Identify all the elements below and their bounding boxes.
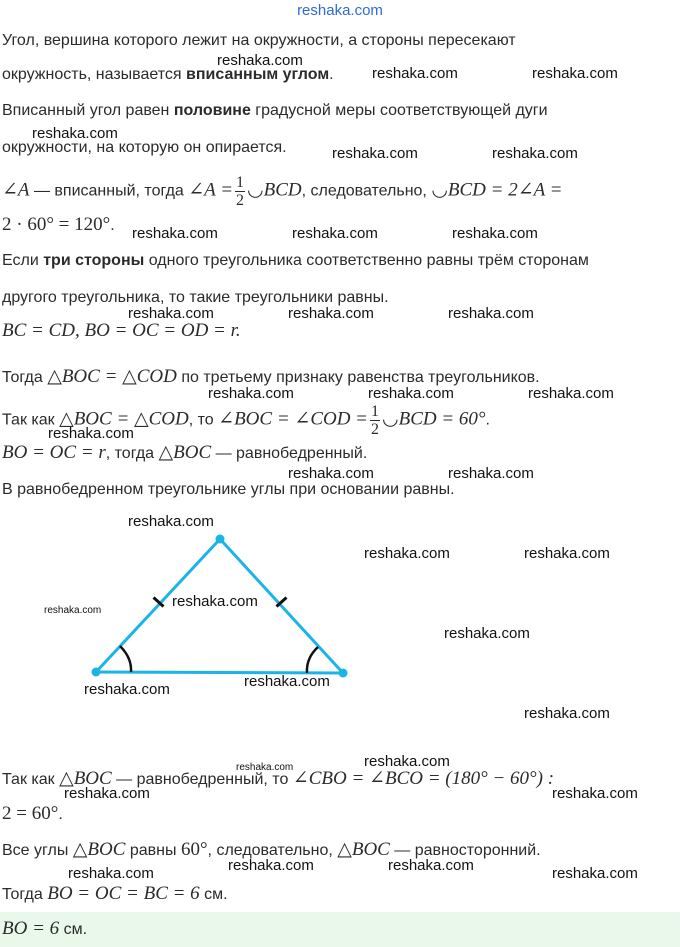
math-expr: ∠A (2, 179, 30, 201)
watermark: reshaka.com (524, 705, 610, 722)
fraction-numerator: 1 (236, 174, 245, 191)
math-expr: ∠A = (188, 179, 234, 201)
site-name[interactable]: reshaka.com (297, 2, 383, 19)
bold-term: вписанным углом (186, 66, 330, 83)
math-expr: △BOC (72, 839, 126, 860)
text-fragment: — вписанный, тогда (29, 182, 189, 200)
watermark: reshaka.com (32, 125, 118, 142)
fraction-denominator: 2 (371, 421, 380, 438)
watermark: reshaka.com (132, 225, 218, 242)
math-expr: △BOC = △COD (59, 408, 189, 430)
watermark: reshaka.com (217, 52, 303, 69)
math-expr: BO = OC = BC = 6 (47, 883, 200, 904)
watermark: reshaka.com (68, 865, 154, 882)
watermark: reshaka.com (172, 593, 258, 610)
text-fragment: , следовательно, (207, 842, 338, 859)
fraction-denominator: 2 (236, 192, 245, 209)
watermark: reshaka.com (128, 305, 214, 322)
watermark: reshaka.com (208, 385, 294, 402)
watermark: reshaka.com (372, 65, 458, 82)
watermark: reshaka.com (388, 857, 474, 874)
watermark: reshaka.com (552, 785, 638, 802)
text-fragment: — равнобедренный. (211, 445, 368, 462)
text-fragment: , следовательно, (301, 182, 432, 200)
text-fragment: окружность, называется (2, 66, 187, 83)
math-expr: 60° (180, 839, 208, 860)
watermark: reshaka.com (332, 145, 418, 162)
text-fragment: . (485, 411, 490, 429)
watermark: reshaka.com (364, 753, 450, 770)
text-fragment: Так как (2, 771, 60, 788)
text-fragment: . (58, 806, 63, 823)
text-fragment: градусной меры соответствующей дуги (250, 102, 548, 119)
text-fragment: . (110, 217, 115, 234)
math-line (2, 803, 63, 826)
triangle-vertex-right (339, 669, 348, 678)
text-fragment: см. (59, 921, 88, 938)
watermark: reshaka.com (524, 545, 610, 562)
bold-term: половине (173, 102, 251, 119)
math-expr: ◡BCD (247, 179, 302, 201)
text-fragment: — равнобедренный, то (111, 771, 293, 788)
text-fragment: одного треугольника соответственно равны трём сторонам (144, 252, 589, 269)
math-expr: 2 = 60° (2, 803, 59, 824)
watermark: reshaka.com (288, 305, 374, 322)
watermark: reshaka.com (44, 605, 102, 616)
math-expr: △BOC (59, 768, 112, 789)
text-fragment: Тогда (2, 886, 48, 903)
text-fragment: см. (199, 886, 228, 903)
text-fragment: по третьему признаку равенства треугольников. (176, 369, 540, 386)
math-expr: BO = OC = r (2, 442, 106, 463)
base-angle-arc-right (307, 647, 318, 673)
watermark: reshaka.com (444, 625, 530, 642)
math-expr: ∠CBO = ∠BCO = (180° − 60°) : (292, 768, 555, 789)
base-angle-arc-left (120, 646, 131, 672)
math-expr: △BOC (158, 442, 212, 463)
text-fragment: — равносторонний. (389, 842, 541, 859)
text-fragment: , тогда (105, 445, 159, 462)
text-fragment: Если (2, 252, 44, 269)
math-expr: ∠BOC = ∠COD = (218, 408, 369, 430)
triangle-vertex-left (92, 668, 101, 677)
math-expr: ◡BCD = 2∠A = (431, 179, 563, 201)
watermark: reshaka.com (528, 385, 614, 402)
text-fragment: Все углы (2, 842, 73, 859)
watermark: reshaka.com (532, 65, 618, 82)
watermark: reshaka.com (448, 305, 534, 322)
watermark: reshaka.com (84, 681, 170, 698)
text-fragment: . (329, 66, 334, 83)
text-fragment: Вписанный угол равен (2, 102, 174, 119)
watermark: reshaka.com (244, 673, 330, 690)
watermark: reshaka.com (492, 145, 578, 162)
bold-term: три стороны (43, 252, 145, 269)
triangle-vertex-top (216, 535, 225, 544)
watermark: reshaka.com (292, 225, 378, 242)
watermark: reshaka.com (448, 465, 534, 482)
answer-line (2, 918, 87, 941)
text-fragment: Тогда (2, 369, 48, 386)
text-fragment: Так как (2, 411, 60, 429)
watermark: reshaka.com (552, 865, 638, 882)
math-line: BC = CD, BO = OC = OD = r. (2, 320, 241, 341)
watermark: reshaka.com (64, 785, 150, 802)
fraction-numerator: 1 (371, 403, 380, 420)
text-fragment: равны (125, 842, 181, 859)
math-line (2, 883, 228, 906)
text-line: окружности, на которую он опирается. (2, 139, 287, 156)
math-expr: △BOC (337, 839, 390, 860)
math-expr: 2 · 60° = 120° (2, 214, 111, 235)
math-expr: △BOC = △COD (47, 366, 177, 387)
watermark: reshaka.com (288, 465, 374, 482)
math-expr: BO = 6 (2, 918, 60, 939)
math-expr: ◡BCD = 60° (382, 408, 486, 430)
text-fragment: , то (188, 411, 219, 429)
text-line: В равнобедренном треугольнике углы при основании равны. (2, 481, 455, 498)
text-line: другого треугольника, то такие треугольники равны. (2, 289, 389, 306)
text-line: Угол, вершина которого лежит на окружности, а стороны пересекают (2, 32, 516, 49)
watermark: reshaka.com (236, 762, 294, 773)
watermark: reshaka.com (368, 385, 454, 402)
answer-box (0, 912, 680, 947)
watermark: reshaka.com (228, 857, 314, 874)
watermark: reshaka.com (364, 545, 450, 562)
watermark: reshaka.com (48, 425, 134, 442)
watermark: reshaka.com (128, 513, 214, 530)
watermark: reshaka.com (452, 225, 538, 242)
